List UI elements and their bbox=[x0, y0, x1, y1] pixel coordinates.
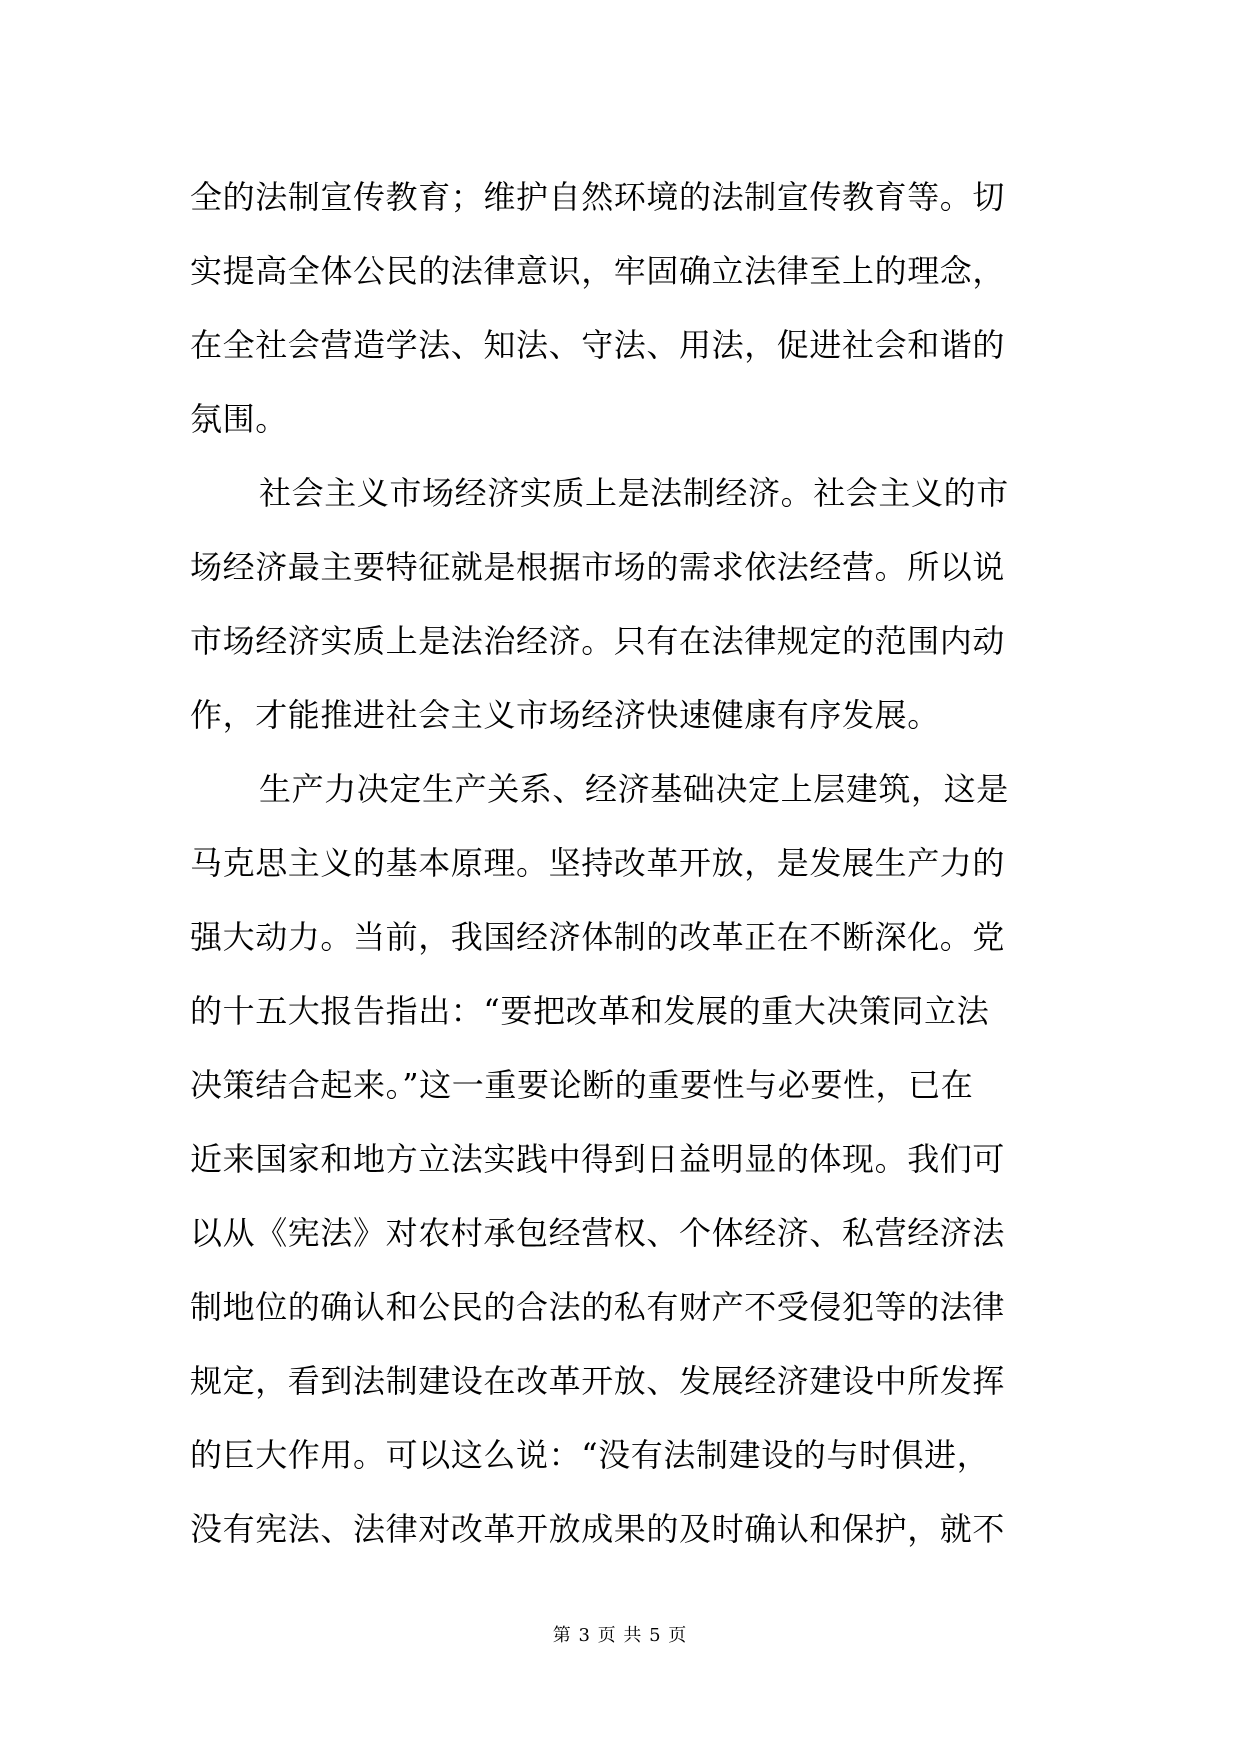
text-line: 市场经济实质上是法治经济。只有在法律规定的范围内动 bbox=[190, 622, 1006, 660]
text-line: 决策结合起来。”这一重要论断的重要性与必要性，已在 bbox=[190, 1066, 974, 1104]
body-text bbox=[190, 160, 1060, 1566]
text-line: 实提高全体公民的法律意识，牢固确立法律至上的理念， bbox=[190, 252, 1006, 290]
text-line: 的十五大报告指出：“要把改革和发展的重大决策同立法 bbox=[190, 992, 990, 1030]
text-line: 场经济最主要特征就是根据市场的需求依法经营。所以说 bbox=[190, 548, 1006, 586]
page-number-footer: 第 3 页 共 5 页 bbox=[552, 1625, 688, 1646]
text-line: 规定，看到法制建设在改革开放、发展经济建设中所发挥 bbox=[190, 1362, 1006, 1400]
text-line: 社会主义市场经济实质上是法制经济。社会主义的市 bbox=[259, 474, 1009, 512]
text-line: 制地位的确认和公民的合法的私有财产不受侵犯等的法律 bbox=[190, 1288, 1006, 1326]
text-line: 近来国家和地方立法实践中得到日益明显的体现。我们可 bbox=[190, 1140, 1006, 1178]
text-line: 在全社会营造学法、知法、守法、用法，促进社会和谐的 bbox=[190, 326, 1006, 364]
text-line: 生产力决定生产关系、经济基础决定上层建筑，这是 bbox=[259, 770, 1009, 808]
text-line: 马克思主义的基本原理。坚持改革开放，是发展生产力的 bbox=[190, 844, 1006, 882]
text-line: 强大动力。当前，我国经济体制的改革正在不断深化。党 bbox=[190, 918, 1006, 956]
text-line: 氛围。 bbox=[190, 400, 288, 438]
text-line: 的巨大作用。可以这么说：“没有法制建设的与时俱进， bbox=[190, 1436, 990, 1474]
text-line: 以从《宪法》对农村承包经营权、个体经济、私营经济法 bbox=[190, 1214, 1006, 1252]
text-line: 没有宪法、法律对改革开放成果的及时确认和保护，就不 bbox=[190, 1510, 1006, 1548]
text-line: 作，才能推进社会主义市场经济快速健康有序发展。 bbox=[190, 696, 940, 734]
text-line: 全的法制宣传教育；维护自然环境的法制宣传教育等。切 bbox=[190, 178, 1006, 216]
